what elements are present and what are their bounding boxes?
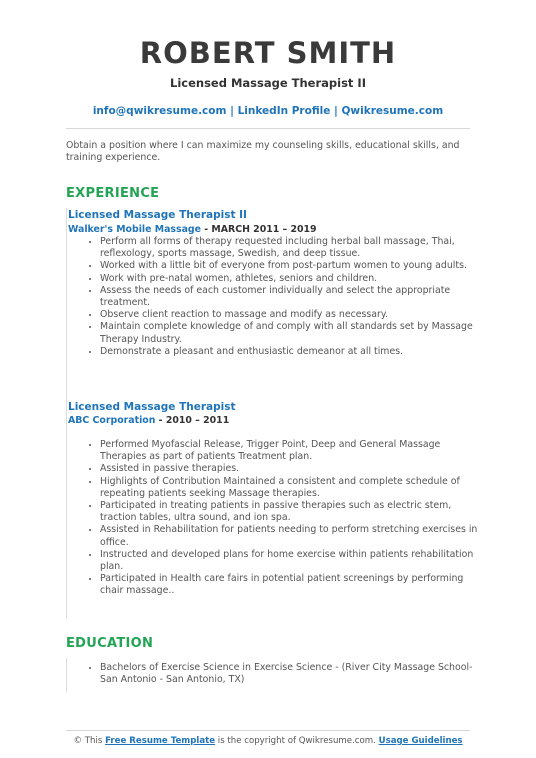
job-company: Walker's Mobile Massage bbox=[68, 224, 201, 235]
contact-separator: | bbox=[226, 105, 238, 117]
summary-text: Obtain a position where I can maximize my counseling skills, educational skills, and training experience. bbox=[66, 140, 460, 164]
job-dates: 2010 – 2011 bbox=[165, 415, 230, 426]
footer-divider bbox=[66, 730, 470, 731]
list-item: • Participated in treating patients in passive therapies such as electric stem, traction tables, ultra sound, and ion spa. bbox=[100, 500, 484, 524]
candidate-title: Licensed Massage Therapist II bbox=[170, 76, 366, 90]
job-title: Licensed Massage Therapist bbox=[68, 401, 236, 413]
experience-timeline-line bbox=[66, 208, 67, 618]
list-item: • Assisted in passive therapies. bbox=[100, 463, 484, 475]
job-company-line bbox=[68, 224, 317, 235]
list-item: • Participated in Health care fairs in potential patient screenings by performing chair massage.. bbox=[100, 573, 484, 597]
job-dates: MARCH 2011 – 2019 bbox=[211, 224, 317, 235]
candidate-name: ROBERT SMITH bbox=[139, 36, 397, 70]
contact-line bbox=[0, 104, 536, 118]
job-bullet-list bbox=[86, 439, 484, 598]
footer-text: © This bbox=[73, 736, 106, 746]
job-dash: - bbox=[155, 415, 166, 426]
list-item: • Maintain complete knowledge of and comply with all standards set by Massage Therapy Industry. bbox=[100, 321, 484, 345]
job-bullet-list bbox=[86, 236, 484, 358]
list-item: • Assisted in Rehabilitation for patients needing to perform stretching exercises in office. bbox=[100, 524, 484, 548]
job-company-line bbox=[68, 415, 229, 426]
list-item: • Worked with a little bit of everyone from post-partum women to young adults. bbox=[100, 260, 484, 272]
contact-separator: | bbox=[330, 105, 342, 117]
linkedin-link[interactable]: LinkedIn Profile bbox=[237, 105, 331, 117]
education-heading: EDUCATION bbox=[66, 636, 154, 651]
list-item: • Performed Myofascial Release, Trigger Point, Deep and General Massage Therapies as part of patients Treatment plan. bbox=[100, 439, 484, 463]
free-resume-template-link[interactable]: Free Resume Template bbox=[105, 736, 216, 746]
job-company: ABC Corporation bbox=[68, 415, 156, 426]
website-link[interactable]: Qwikresume.com bbox=[341, 105, 444, 117]
job-dash: - bbox=[200, 224, 212, 235]
list-item: • Perform all forms of therapy requested including herbal ball massage, Thai, reflexology, sports massage, Swedish, and deep tissue. bbox=[100, 236, 484, 260]
footer bbox=[0, 736, 536, 746]
job-title: Licensed Massage Therapist II bbox=[68, 209, 247, 221]
list-item: • Work with pre-natal women, athletes, seniors and children. bbox=[100, 273, 484, 285]
list-item: • Observe client reaction to massage and modify as necessary. bbox=[100, 309, 484, 321]
email-link[interactable]: info@qwikresume.com bbox=[92, 105, 227, 117]
list-item: • Bachelors of Exercise Science in Exercise Science - (River City Massage School-San Antonio - San Antonio, TX) bbox=[100, 662, 484, 686]
education-list bbox=[86, 662, 484, 686]
list-item: • Highlights of Contribution Maintained a consistent and complete schedule of repeating patients seeking Massage therapies. bbox=[100, 476, 484, 500]
usage-guidelines-link[interactable]: Usage Guidelines bbox=[378, 736, 463, 746]
experience-heading: EXPERIENCE bbox=[66, 186, 160, 201]
list-item: • Assess the needs of each customer individually and select the appropriate treatment. bbox=[100, 285, 484, 309]
list-item: • Instructed and developed plans for home exercise within patients rehabilitation plan. bbox=[100, 549, 484, 573]
header-divider bbox=[66, 128, 470, 129]
list-item: • Demonstrate a pleasant and enthusiastic demeanor at all times. bbox=[100, 346, 484, 358]
education-timeline-line bbox=[66, 658, 67, 692]
footer-text: is the copyright of Qwikresume.com. bbox=[215, 736, 379, 746]
